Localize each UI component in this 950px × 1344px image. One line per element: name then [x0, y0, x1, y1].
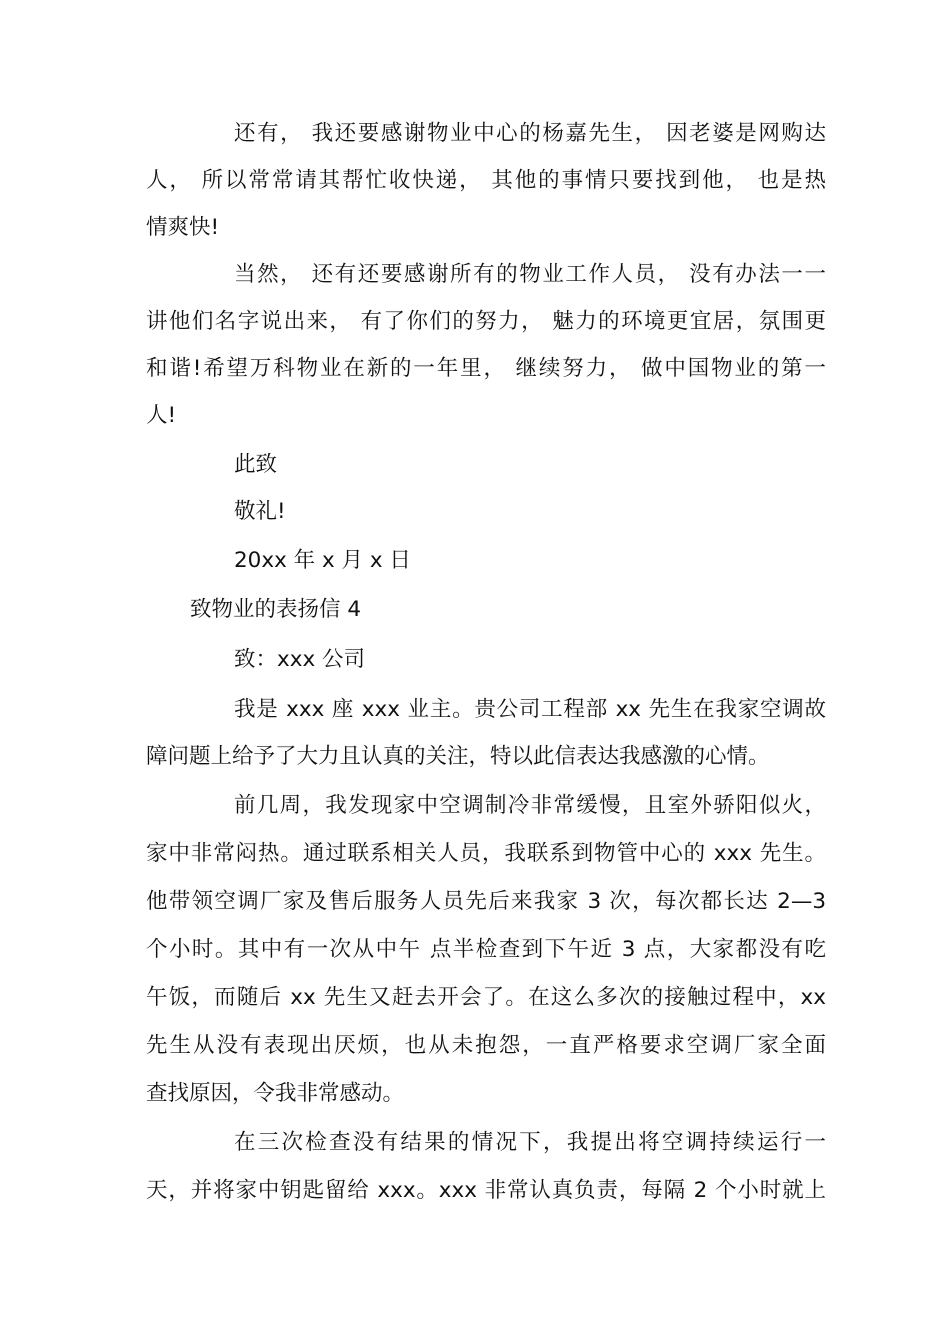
closing-ci-zhi: 此致 — [234, 452, 278, 477]
closing-jing-li: 敬礼! — [234, 499, 286, 524]
paragraph-line: 人， 所以常常请其帮忙收快递， 其他的事情只要找到他， 也是热 — [146, 168, 826, 193]
paragraph-line: 人! — [146, 403, 177, 428]
paragraph-line: 他带领空调厂家及售后服务人员先后来我家 3 次，每次都长达 2—3 — [146, 889, 826, 914]
paragraph-line: 障问题上给予了大力且认真的关注，特以此信表达我感激的心情。 — [146, 744, 770, 769]
paragraph-line: 情爽快! — [146, 215, 220, 240]
paragraph-line: 讲他们名字说出来， 有了你们的努力， 魅力的环境更宜居，氛围更 — [146, 309, 826, 334]
paragraph-line: 和谐!希望万科物业在新的一年里， 继续努力， 做中国物业的第一 — [146, 356, 826, 381]
paragraph-line: 还有， 我还要感谢物业中心的杨嘉先生， 因老婆是网购达 — [234, 121, 826, 146]
paragraph-line: 当然， 还有还要感谢所有的物业工作人员， 没有办法一一 — [234, 262, 826, 287]
paragraph-line: 我是 xxx 座 xxx 业主。贵公司工程部 xx 先生在我家空调故 — [234, 697, 826, 722]
paragraph-line: 个小时。其中有一次从中午 点半检查到下午近 3 点，大家都没有吃 — [146, 937, 826, 962]
salutation: 致：xxx 公司 — [234, 647, 366, 672]
paragraph-line: 家中非常闷热。通过联系相关人员，我联系到物管中心的 xxx 先生。 — [146, 841, 826, 866]
paragraph-line: 天，并将家中钥匙留给 xxx。xxx 非常认真负责，每隔 2 个小时就上 — [146, 1178, 826, 1203]
paragraph-line: 前几周，我发现家中空调制冷非常缓慢，且室外骄阳似火， — [234, 793, 826, 818]
paragraph-line: 在三次检查没有结果的情况下，我提出将空调持续运行一 — [234, 1130, 826, 1155]
section-title: 致物业的表扬信 4 — [190, 597, 362, 622]
letter-date: 20xx 年 x 月 x 日 — [234, 548, 411, 573]
paragraph-line: 查找原因，令我非常感动。 — [146, 1081, 405, 1106]
paragraph-line: 午饭，而随后 xx 先生又赶去开会了。在这么多次的接触过程中，xx — [146, 985, 826, 1010]
paragraph-line: 先生从没有表现出厌烦，也从未抱怨，一直严格要求空调厂家全面 — [146, 1033, 826, 1058]
